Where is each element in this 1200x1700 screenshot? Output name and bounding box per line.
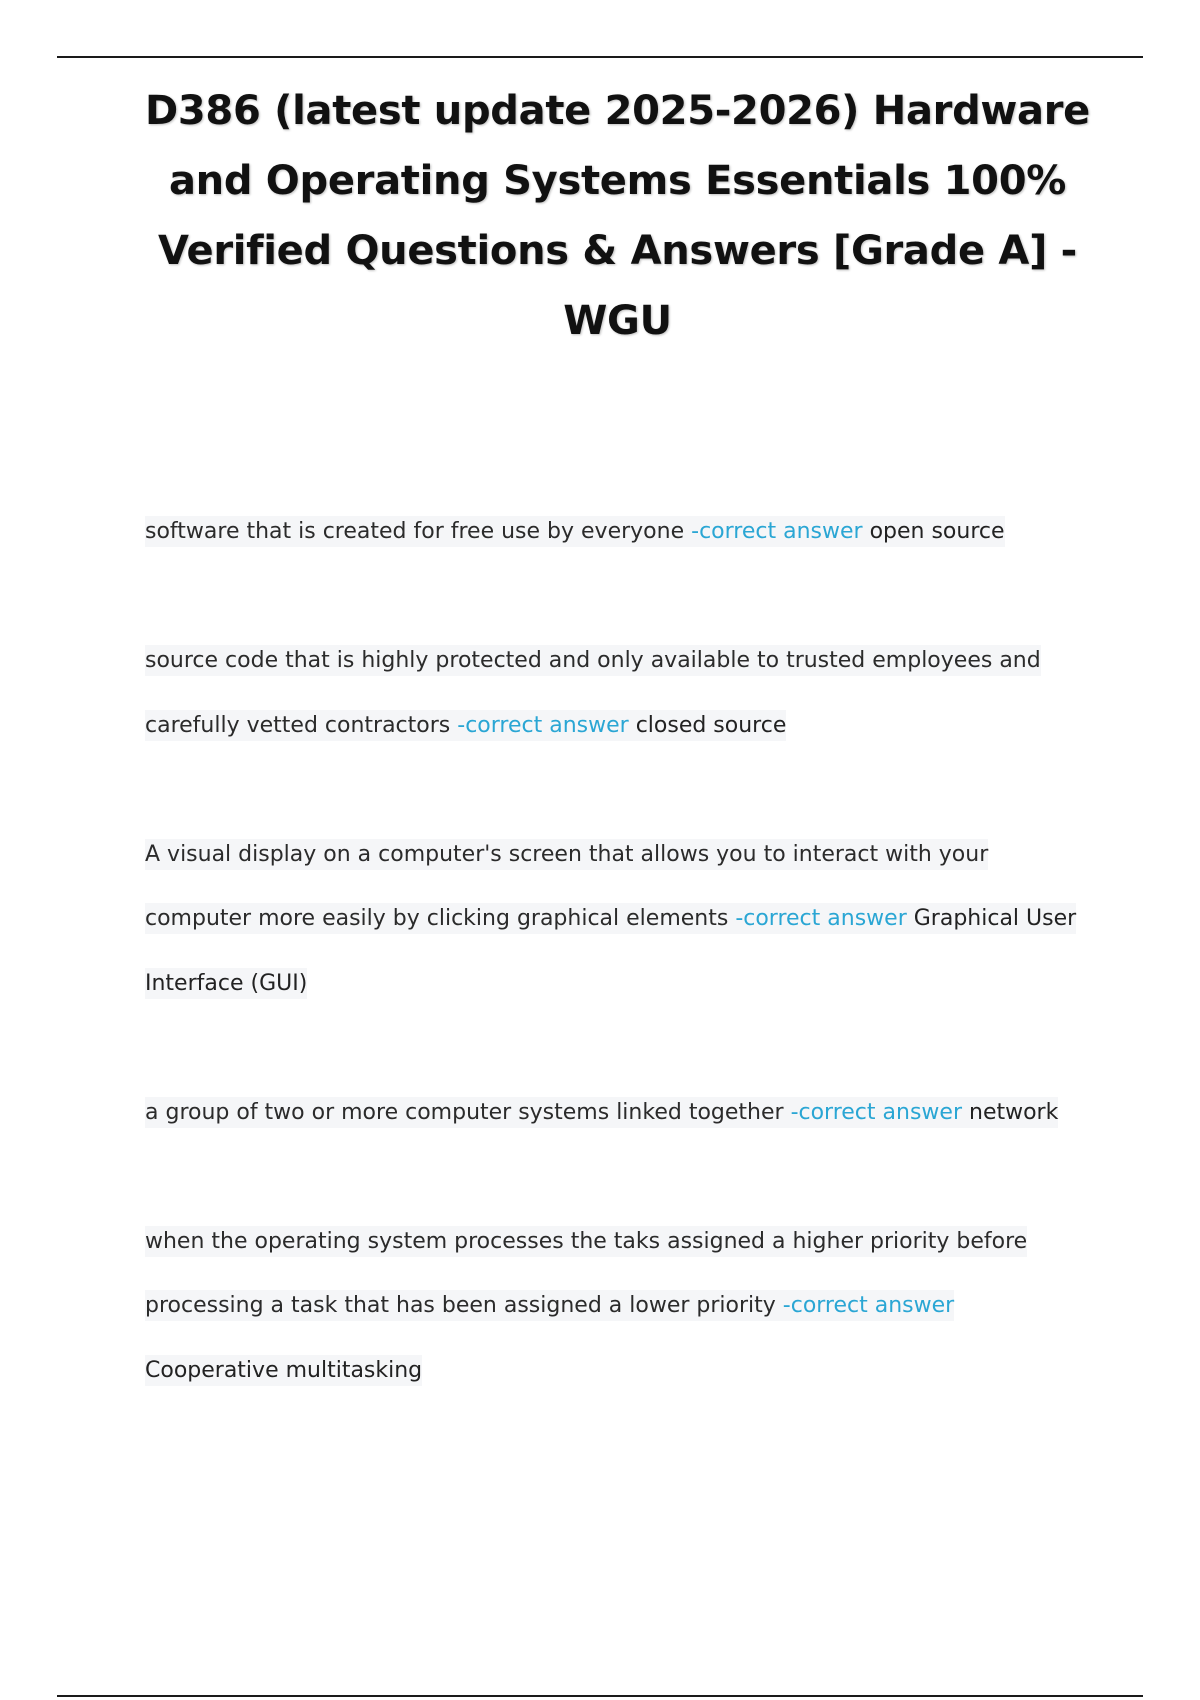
question-text: source code that is highly protected and only available to trusted employees and carefully vetted contractors [145,648,1041,738]
qa-item [145,629,1085,758]
question-text: a group of two or more computer systems linked together [145,1099,784,1125]
answer-text: network [969,1099,1059,1125]
answer-text: Graphical User Interface (GUI) [145,906,1077,996]
bottom-divider [57,1695,1143,1697]
qa-item [145,1210,1085,1404]
question-text: when the operating system processes the taks assigned a higher priority before processing a task that has been assigned a lower priority [145,1228,1028,1318]
question-text: software that is created for free use by everyone [145,519,685,544]
qa-item [145,500,1085,565]
answer-marker: -correct answer [790,1099,962,1125]
qa-item [145,1081,1085,1146]
answer-text: Cooperative multitasking [145,1357,423,1383]
top-divider [57,56,1143,58]
answer-marker: -correct answer [457,712,629,738]
answer-text: open source [869,519,1005,544]
answer-text: closed source [635,712,787,738]
answer-marker: -correct answer [691,519,863,544]
question-text: A visual display on a computer's screen that allows you to interact with your computer more easily by clicking graphical elements [145,841,989,931]
qa-list [145,500,1085,1468]
answer-marker: -correct answer [782,1293,955,1318]
qa-item [145,823,1085,1017]
answer-marker: -correct answer [735,906,907,931]
document-title: D386 (latest update 2025-2026) Hardware and Operating Systems Essentials 100% Verified Questions & Answers [Grade A] - WGU [144,88,1091,344]
